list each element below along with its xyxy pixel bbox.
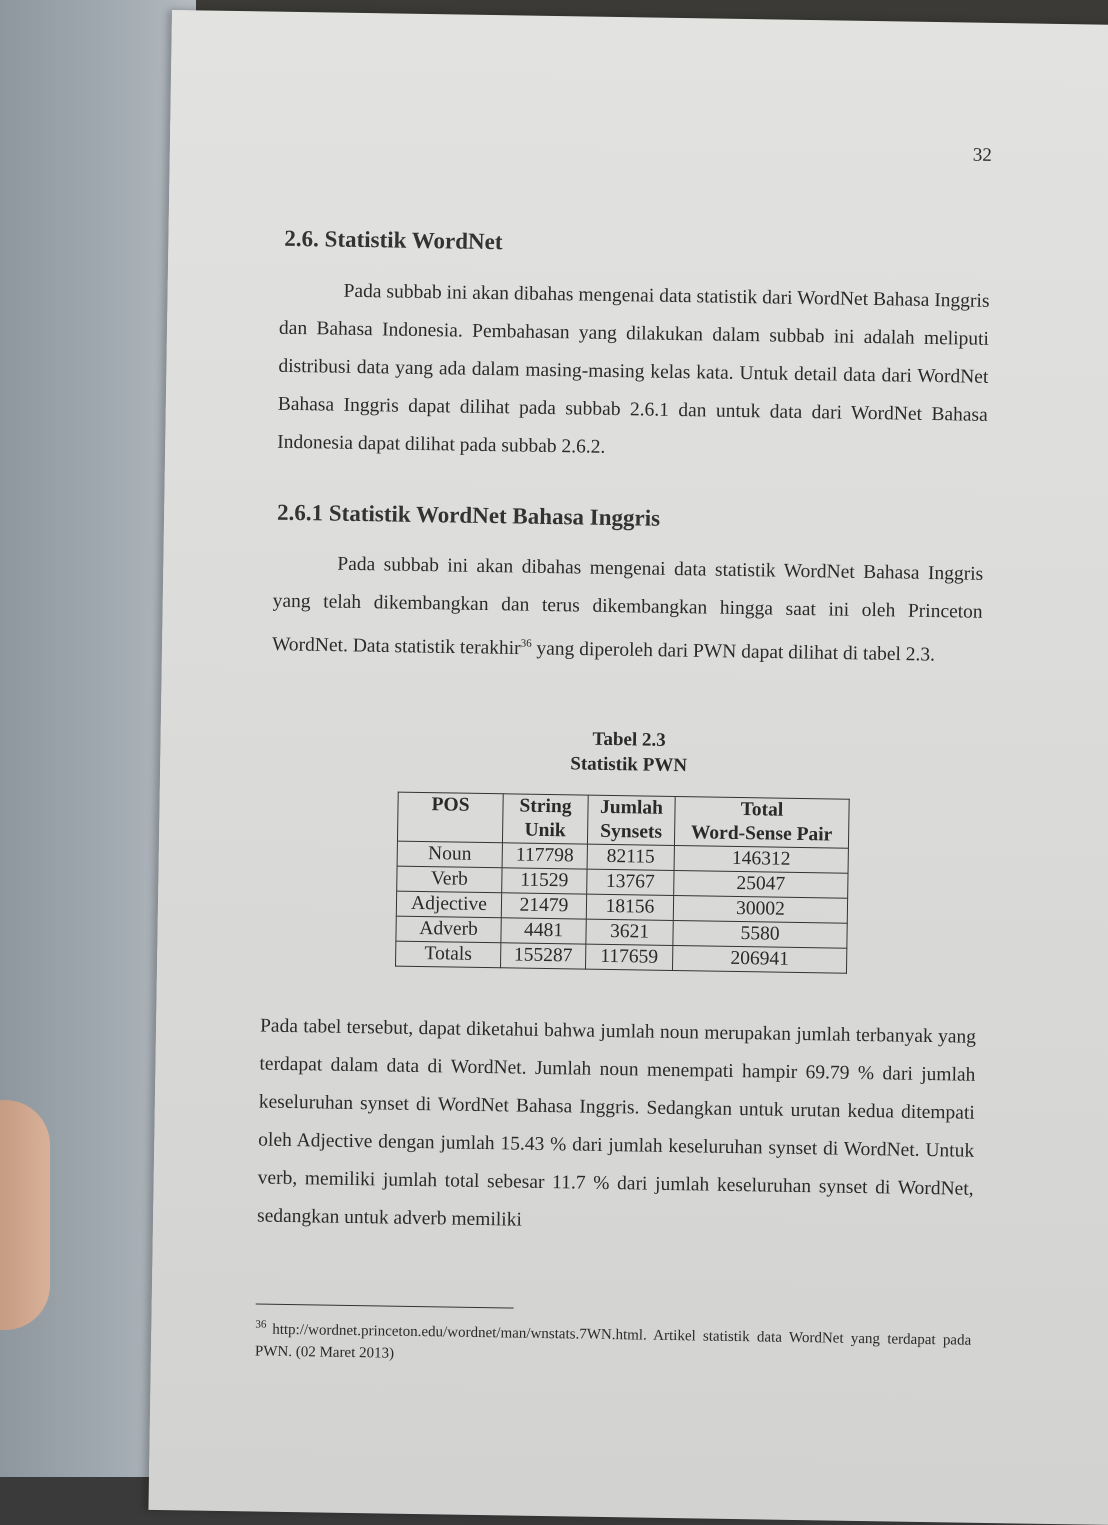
- footnote-divider: [256, 1303, 514, 1308]
- cell-pairs: 206941: [672, 945, 846, 973]
- cell-string: 11529: [502, 868, 587, 894]
- cell-pos: Adverb: [396, 916, 501, 943]
- cell-synsets: 117659: [585, 944, 672, 970]
- table-caption: [536, 726, 722, 779]
- footnote: [255, 1313, 972, 1373]
- cell-pos: Noun: [397, 841, 502, 868]
- cell-synsets: 13767: [587, 869, 674, 895]
- header-jumlah-synsets: Jumlah Synsets: [587, 795, 675, 845]
- cell-pairs: 146312: [674, 845, 848, 873]
- analysis-paragraph: Pada tabel tersebut, dapat diketahui bahwa jumlah noun merupakan jumlah terbanyak yang terdapat dalam data di WordNet. Jumlah noun menempati hampir 69.79 % dari jumlah keseluruhan synset di WordNet Bahasa Inggris. Sedangkan untuk urutan kedua ditempati oleh Adjective dengan jumlah 15.43 % dari jumlah keseluruhan synset di WordNet. Untuk verb, memiliki jumlah total sebesar 11.7 % dari jumlah keseluruhan synset di WordNet, sedangkan untuk adverb memiliki: [256, 1015, 977, 1231]
- section-heading: 2.6. Statistik WordNet: [284, 225, 503, 255]
- table-caption-title: Statistik PWN: [570, 753, 688, 777]
- document-page: [148, 10, 1108, 1525]
- cell-synsets: 3621: [586, 919, 673, 945]
- cell-pos: Totals: [396, 941, 501, 968]
- subsection-paragraph: [272, 545, 984, 676]
- header-pos: POS: [397, 792, 503, 843]
- paragraph-text-before-ref: Pada subbab ini akan dibahas mengenai data statistik WordNet Bahasa Inggris yang telah dikembangkan dan terus dikembangkan hingga saat ini oleh Princeton WordNet. Data statistik terakhir: [271, 553, 984, 660]
- cell-pairs: 25047: [674, 870, 848, 898]
- cell-pos: Verb: [397, 866, 502, 893]
- cell-string: 21479: [501, 893, 586, 919]
- cell-synsets: 82115: [587, 844, 674, 870]
- cell-pairs: 5580: [673, 920, 847, 948]
- cell-pos: Adjective: [396, 891, 501, 918]
- statistics-table: [395, 792, 850, 974]
- footnote-reference: 36: [520, 637, 532, 650]
- cell-synsets: 18156: [586, 894, 673, 920]
- cell-pairs: 30002: [673, 895, 847, 923]
- cell-string: 4481: [501, 918, 586, 944]
- table-header-row: [397, 792, 849, 848]
- paragraph-text-after-ref: yang diperoleh dari PWN dapat dilihat di tabel 2.3.: [531, 638, 936, 666]
- header-string-unik: String Unik: [502, 794, 588, 844]
- table-caption-number: Tabel 2.3: [592, 728, 666, 751]
- subsection-heading: 2.6.1 Statistik WordNet Bahasa Inggris: [276, 499, 661, 531]
- footnote-text: http://wordnet.princeton.edu/wordnet/man/wnstats.7WN.html. Artikel statistik data WordNet yang terdapat pada PWN. (02 Maret 2013): [254, 1321, 972, 1362]
- thumb: [0, 1100, 50, 1330]
- footnote-number: 36: [255, 1318, 267, 1331]
- section-paragraph: Pada subbab ini akan dibahas mengenai data statistik dari WordNet Bahasa Inggris dan Bahasa Indonesia. Pembahasan yang dilakukan dalam subbab ini adalah meliputi distribusi data yang ada dalam masing-masing kelas kata. Untuk detail data dari WordNet Bahasa Inggris dapat dilihat pada subbab 2.6.1 dan untuk data dari WordNet Bahasa Indonesia dapat dilihat pada subbab 2.6.2.: [277, 280, 990, 458]
- cell-string: 117798: [502, 843, 587, 869]
- header-total-word-sense-pair: Total Word-Sense Pair: [674, 797, 849, 849]
- cell-string: 155287: [500, 943, 585, 969]
- page-number: 32: [972, 144, 992, 166]
